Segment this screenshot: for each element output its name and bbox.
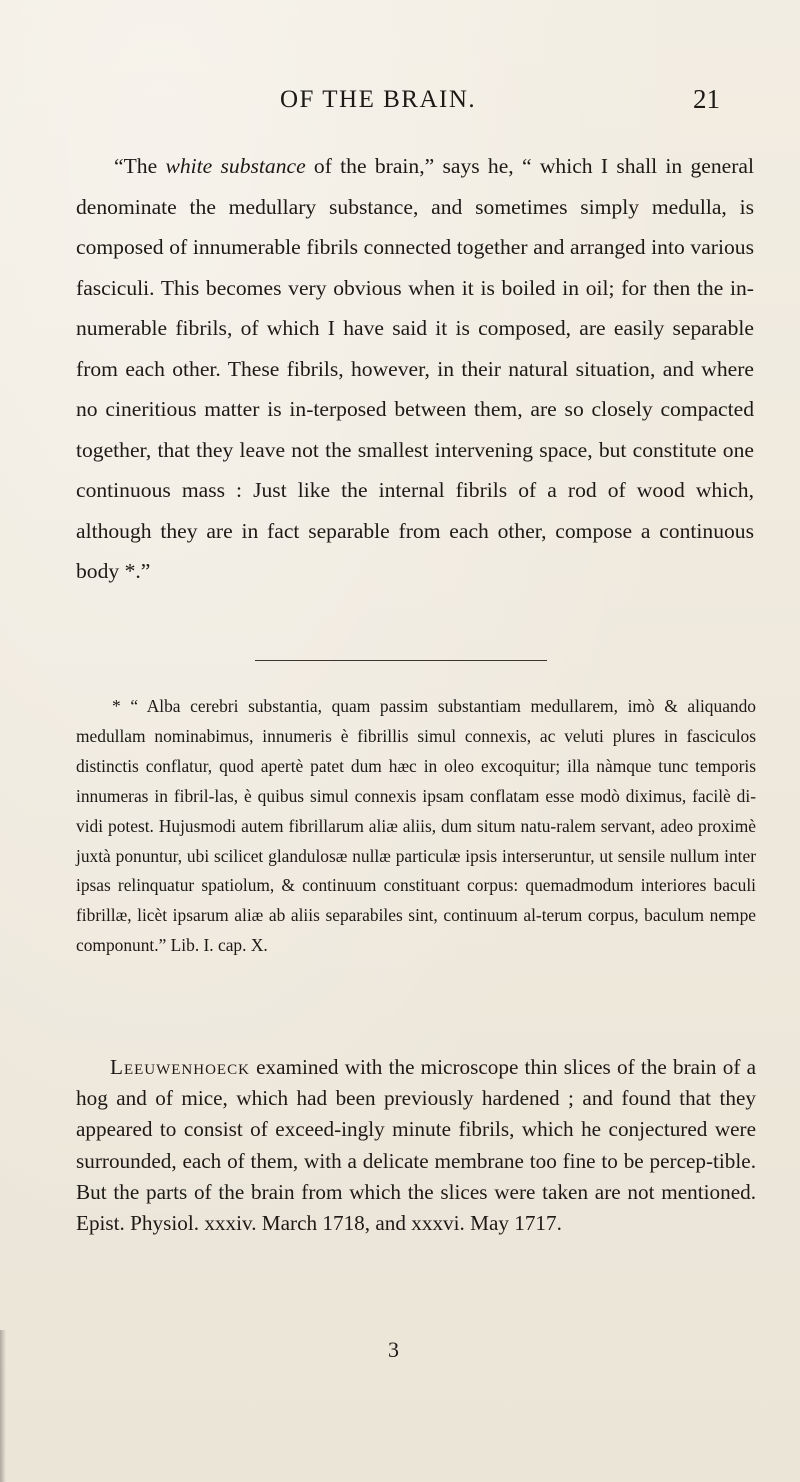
main-paragraph — [76, 146, 754, 592]
emphasized-phrase: white substance — [165, 154, 306, 178]
quote-open: “The — [114, 154, 166, 178]
quoted-passage — [76, 146, 754, 592]
footnote-rule — [255, 660, 547, 661]
second-paragraph — [76, 1052, 756, 1239]
page-number: 21 — [693, 84, 720, 114]
quote-body: of the brain,” says he, “ which I shall in general denominate the medullary substance, and sometimes simply medulla, is composed of innumerable fibrils connected together and arranged into various fasciculi. This becomes very obvious when it is boiled in oil; for then the in-numerable fibrils, of which I have said it is composed, are easily separable from each other. These fibrils, however, in their natural situation, and where no cineritious matter is in-terposed between them, are so closely compacted together, that they leave not the smallest intervening space, but constitute one continuous mass : Just like the internal fibrils of a rod of wood which, although they are in fact separable from each other, compose a continuous body *.” — [76, 154, 754, 583]
signature-mark: 3 — [388, 1337, 399, 1362]
footnote-text: * “ Alba cerebri substantia, quam passim substantiam medullarem, imò & aliquando medullam nominabimus, innumeris è fibrillis simul connexis, ac veluti plures in fasciculos distinctis conflatur, quod apertè patet dum hæc in oleo excoquitur; illa nàmque tunc temporis innumeras in fibril-las, è quibus simul connexis ipsam conflatam esse modò diximus, facilè di-vidi potest. Hujusmodi autem fibrillarum aliæ aliis, dum situm natu-ralem servant, adeo proximè juxtà ponuntur, ubi scilicet glandulosæ nullæ particulæ ipsis interseruntur, ut sensile nullum inter ipsas relinquatur spatiolum, & continuum constituant corpus: quemadmodum interiores baculi fibrillæ, licèt ipsarum aliæ ab aliis separabiles sint, continuum al-terum corpus, baculum nempe componunt.” Lib. I. cap. X. — [76, 696, 756, 956]
leeuwenhoeck-passage — [76, 1052, 756, 1239]
passage-body: examined with the microscope thin slices of the brain of a hog and of mice, which had been previously hardened ; and found that they appeared to consist of exceed-ingly minute fibrils, which he conjectured were surrounded, each of them, with a delicate membrane too fine to be percep-tible. But the parts of the brain from which the slices were taken are not mentioned. Epist. Physiol. xxxiv. March 1718, and xxxvi. May 1717. — [76, 1055, 756, 1236]
running-head: OF THE BRAIN. — [280, 86, 477, 113]
page-edge-shadow — [0, 1330, 6, 1482]
footnote — [76, 692, 756, 961]
author-name: Leeuwenhoeck — [110, 1055, 250, 1079]
page-header — [0, 82, 800, 122]
